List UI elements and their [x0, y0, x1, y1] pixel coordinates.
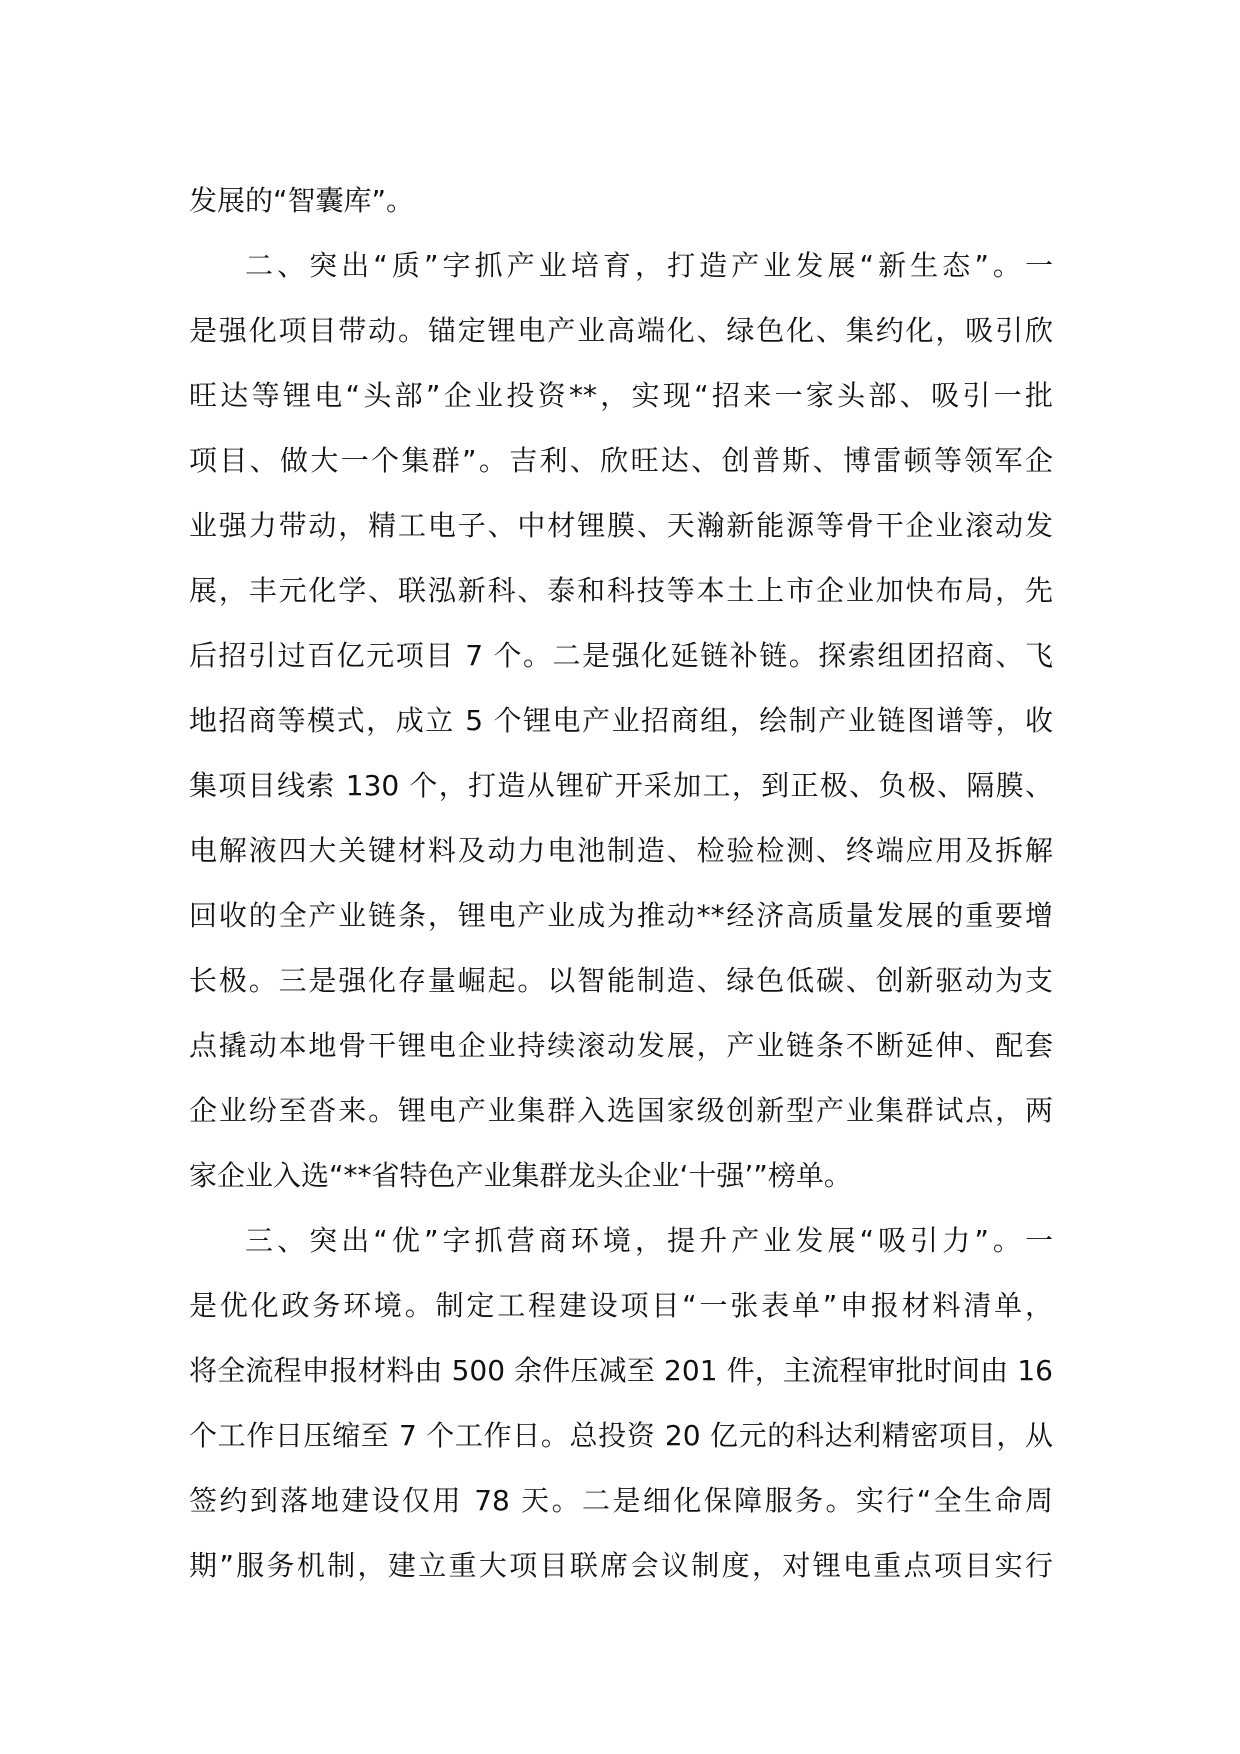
paragraph-section-two — [189, 233, 1053, 1208]
text-line: 旺达等锂电“头部”企业投资**，实现“招来一家头部、吸引一批 — [189, 379, 1053, 412]
text-line: 业强力带动，精工电子、中材锂膜、天瀚新能源等骨干企业滚动发 — [189, 509, 1053, 542]
text-line: 发展的“智囊库”。 — [189, 184, 415, 217]
text-line: 将全流程申报材料由 500 余件压减至 201 件，主流程审批时间由 16 — [189, 1354, 1053, 1387]
text-line: 是强化项目带动。锚定锂电产业高端化、绿色化、集约化，吸引欣 — [189, 314, 1053, 347]
text-line: 三、突出“优”字抓营商环境，提升产业发展“吸引力”。一 — [245, 1224, 1053, 1257]
text-line: 展，丰元化学、联泓新科、泰和科技等本土上市企业加快布局，先 — [189, 574, 1053, 607]
text-line: 点撬动本地骨干锂电企业持续滚动发展，产业链条不断延伸、配套 — [189, 1029, 1053, 1062]
text-line: 签约到落地建设仅用 78 天。二是细化保障服务。实行“全生命周 — [189, 1484, 1053, 1517]
text-line: 家企业入选“**省特色产业集群龙头企业‘十强’”榜单。 — [189, 1159, 852, 1192]
text-line: 回收的全产业链条，锂电产业成为推动**经济高质量发展的重要增 — [189, 899, 1053, 932]
text-line: 长极。三是强化存量崛起。以智能制造、绿色低碳、创新驱动为支 — [189, 964, 1053, 997]
text-line: 二、突出“质”字抓产业培育，打造产业发展“新生态”。一 — [245, 249, 1053, 282]
text-line: 期”服务机制，建立重大项目联席会议制度，对锂电重点项目实行 — [189, 1549, 1053, 1582]
text-line: 集项目线索 130 个，打造从锂矿开采加工，到正极、负极、隔膜、 — [189, 769, 1053, 802]
text-line: 后招引过百亿元项目 7 个。二是强化延链补链。探索组团招商、飞 — [189, 639, 1053, 672]
text-line: 地招商等模式，成立 5 个锂电产业招商组，绘制产业链图谱等，收 — [189, 704, 1053, 737]
text-line: 是优化政务环境。制定工程建设项目“一张表单”申报材料清单， — [189, 1289, 1053, 1322]
paragraph-section-three — [189, 1208, 1053, 1598]
body-text — [189, 168, 1053, 1598]
text-line: 个工作日压缩至 7 个工作日。总投资 20 亿元的科达利精密项目，从 — [189, 1419, 1053, 1452]
paragraph-continuation — [189, 168, 1053, 233]
text-line: 项目、做大一个集群”。吉利、欣旺达、创普斯、博雷顿等领军企 — [189, 444, 1053, 477]
text-line: 电解液四大关键材料及动力电池制造、检验检测、终端应用及拆解 — [189, 834, 1053, 867]
text-line: 企业纷至沓来。锂电产业集群入选国家级创新型产业集群试点，两 — [189, 1094, 1053, 1127]
